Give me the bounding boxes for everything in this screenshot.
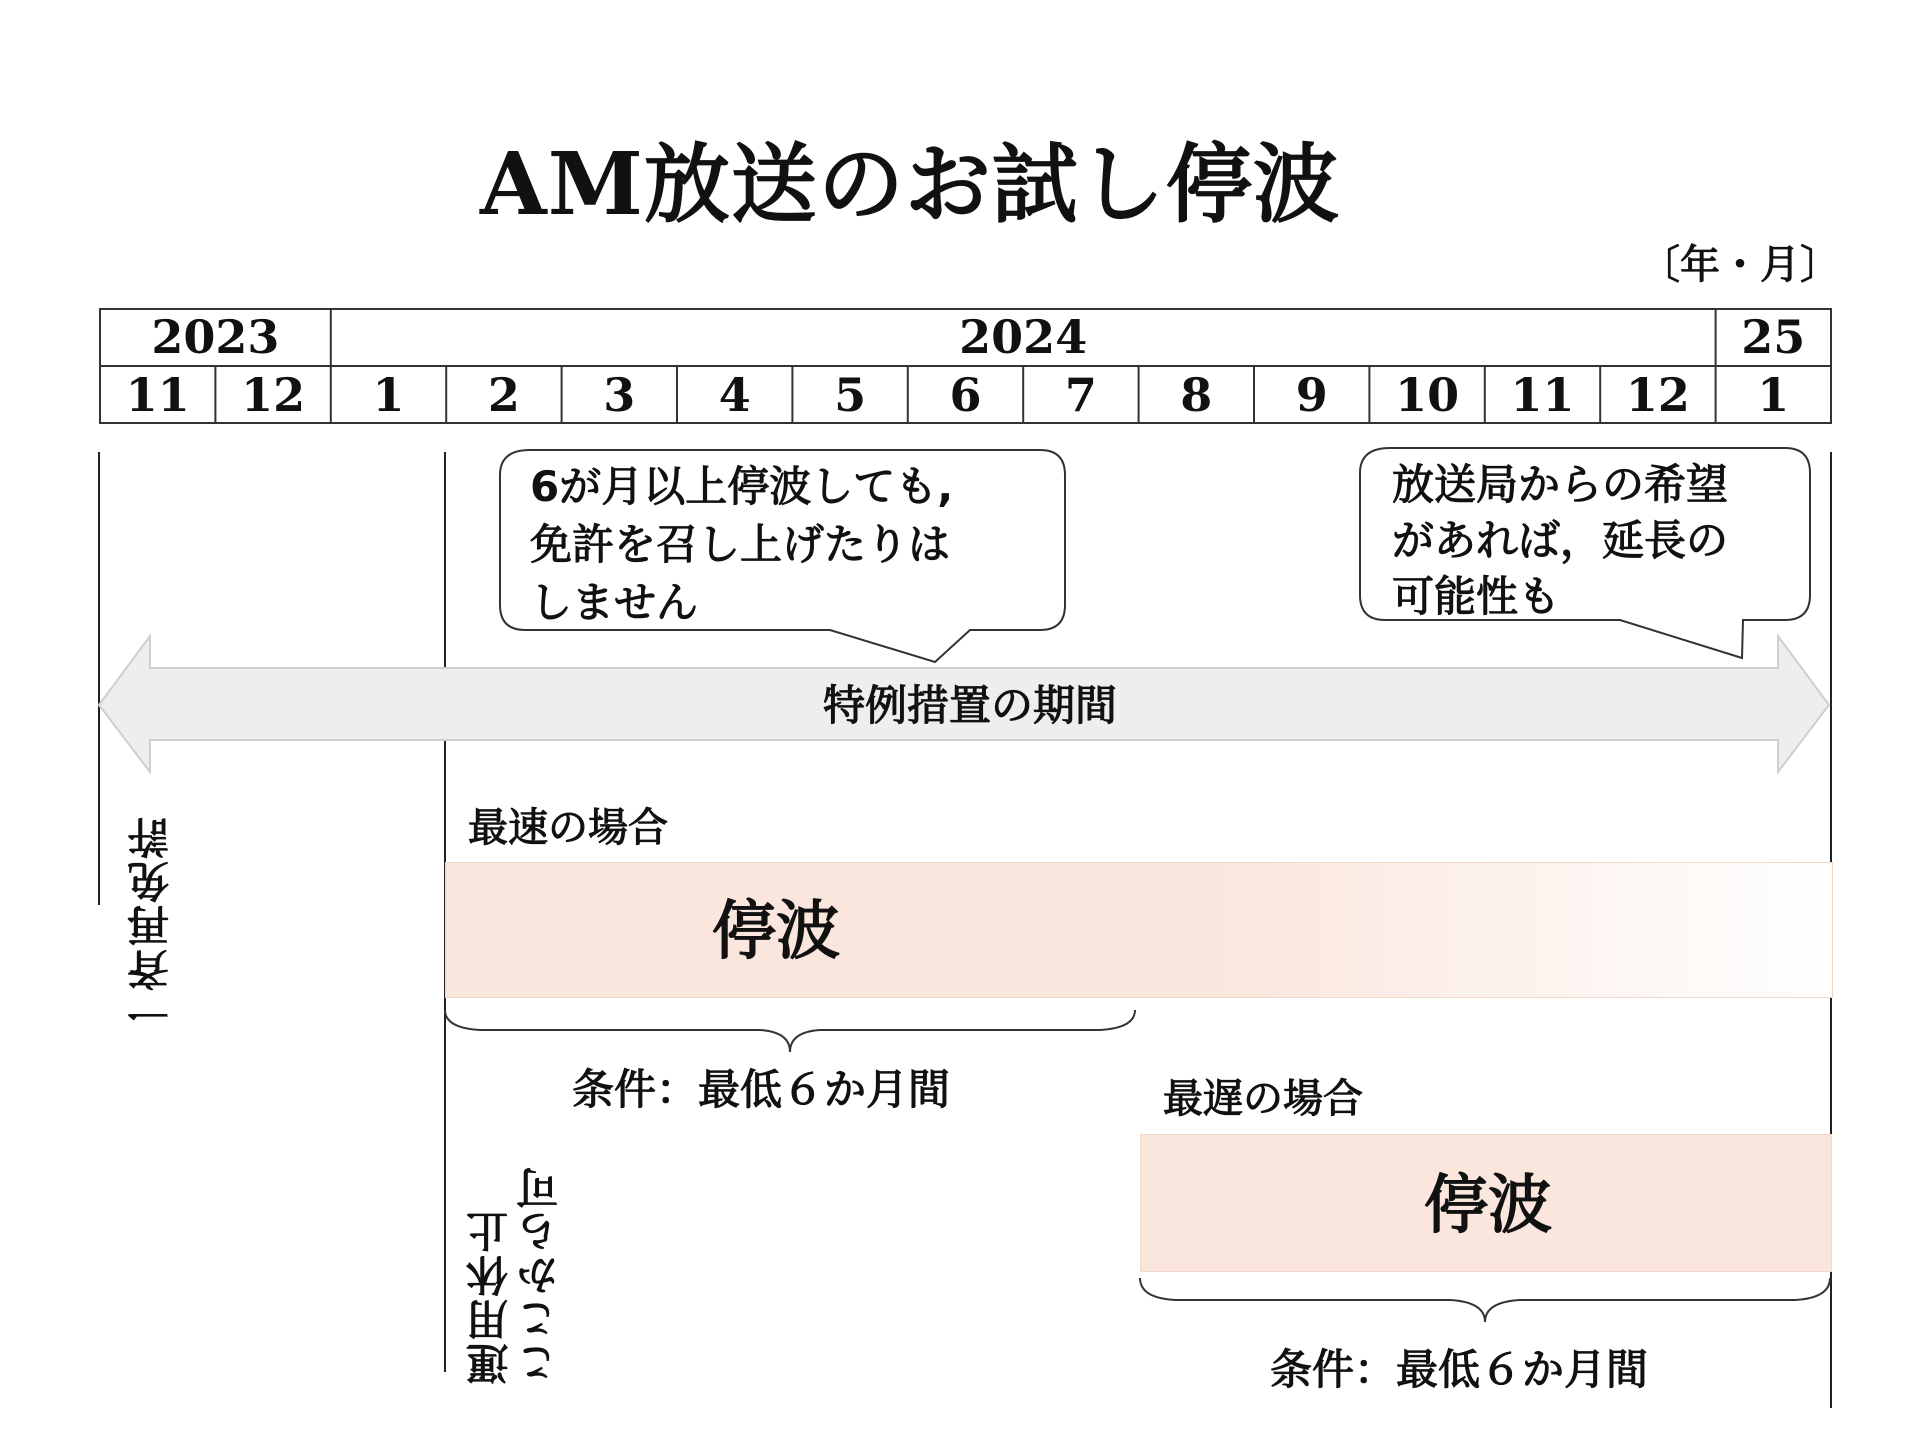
latest-case-label: 最遅の場合 bbox=[1163, 1076, 1363, 1122]
bubble-left-line-2: 免許を召し上げたりは bbox=[530, 520, 951, 569]
suspension-label-2: ここから可 bbox=[515, 1165, 564, 1385]
month-label: 6 bbox=[949, 368, 982, 422]
bubble-right-line-2: があれば，延長の bbox=[1392, 516, 1729, 565]
month-label: 10 bbox=[1395, 368, 1460, 422]
latest-band-text: 停波 bbox=[1424, 1168, 1552, 1243]
page-title: AM放送のお試し停波 bbox=[480, 134, 1340, 235]
month-label: 4 bbox=[718, 368, 751, 422]
month-label: 2 bbox=[487, 368, 520, 422]
year-label: 2023 bbox=[151, 310, 280, 364]
fastest-band bbox=[445, 862, 1833, 998]
fastest-case-label: 最速の場合 bbox=[468, 805, 668, 851]
period-arrow-label: 特例措置の期間 bbox=[822, 681, 1117, 730]
latest-condition: 条件：最低６か月間 bbox=[1270, 1345, 1649, 1394]
bubble-left-line-3: しません bbox=[530, 578, 699, 627]
month-label: 12 bbox=[241, 368, 306, 422]
relicense-label: 一斉再免許 bbox=[126, 815, 175, 1035]
fastest-band-text: 停波 bbox=[712, 894, 840, 969]
month-label: 7 bbox=[1064, 368, 1097, 422]
brace-fastest bbox=[445, 1010, 1135, 1052]
fastest-condition: 条件：最低６か月間 bbox=[572, 1065, 951, 1114]
month-label: 12 bbox=[1625, 368, 1690, 422]
bubble-left-line-1: 6が月以上停波しても, bbox=[530, 462, 954, 511]
suspension-marker bbox=[455, 1145, 565, 1385]
month-label: 9 bbox=[1295, 368, 1328, 422]
brace-latest bbox=[1140, 1278, 1830, 1322]
suspension-label-1: 運用休止 bbox=[465, 1209, 514, 1385]
year-label: 25 bbox=[1741, 310, 1806, 364]
month-label: 8 bbox=[1180, 368, 1213, 422]
month-label: 1 bbox=[372, 368, 405, 422]
unit-label: 〔年・月〕 bbox=[1640, 241, 1840, 288]
bubble-right-line-1: 放送局からの希望 bbox=[1392, 460, 1729, 509]
month-label: 3 bbox=[603, 368, 636, 422]
bubble-right-line-3: 可能性も bbox=[1392, 572, 1561, 621]
month-label: 11 bbox=[1510, 368, 1575, 422]
month-label: 5 bbox=[834, 368, 867, 422]
year-label: 2024 bbox=[959, 310, 1088, 364]
month-label: 1 bbox=[1757, 368, 1790, 422]
month-label: 11 bbox=[125, 368, 190, 422]
relicense-marker bbox=[126, 795, 176, 1035]
